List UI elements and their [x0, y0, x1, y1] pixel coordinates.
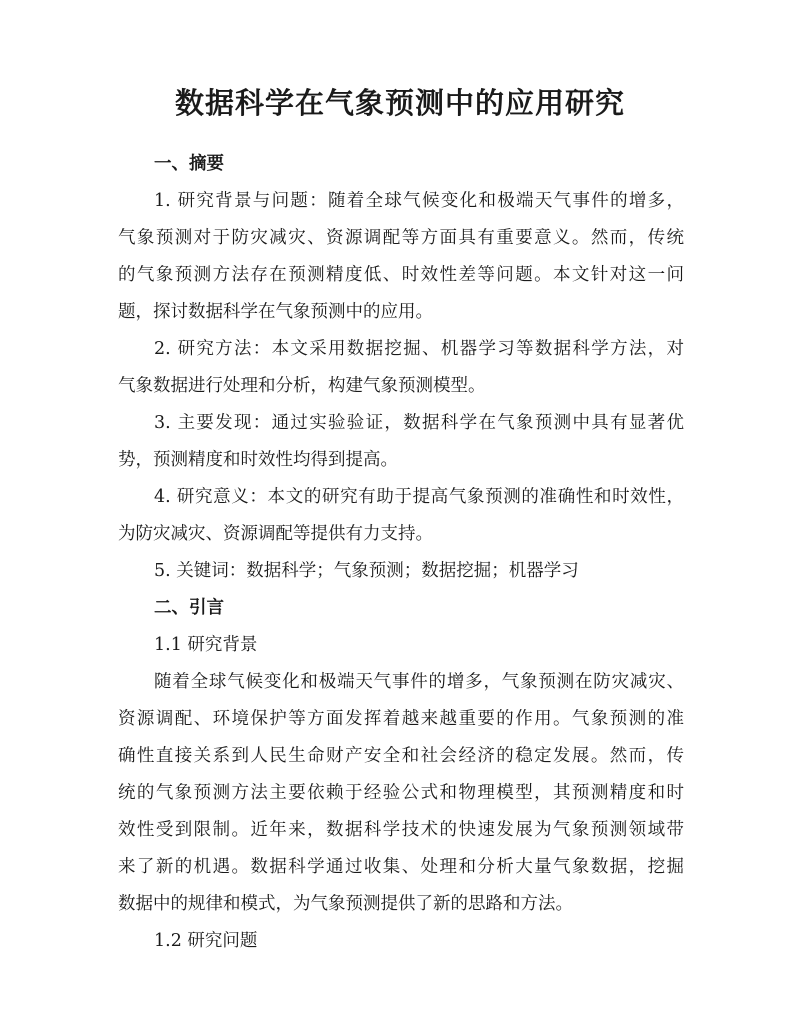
text-line: 确性直接关系到人民生命财产安全和社会经济的稳定发展。然而，传 — [118, 746, 684, 766]
section-heading: 二、引言 — [154, 598, 224, 618]
text-line: 4. 研究意义：本文的研究有助于提高气象预测的准确性和时效性， — [154, 487, 684, 507]
text-line: 资源调配、环境保护等方面发挥着越来越重要的作用。气象预测的准 — [118, 709, 684, 729]
section-heading: 一、摘要 — [154, 154, 224, 174]
document-title: 数据科学在气象预测中的应用研究 — [174, 86, 625, 120]
text-line: 效性受到限制。近年来，数据科学技术的快速发展为气象预测领域带 — [118, 820, 684, 840]
text-line: 题，探讨数据科学在气象预测中的应用。 — [118, 302, 433, 322]
text-line: 来了新的机遇。数据科学通过收集、处理和分析大量气象数据，挖掘 — [118, 857, 684, 877]
text-line: 数据中的规律和模式，为气象预测提供了新的思路和方法。 — [118, 894, 573, 914]
text-line: 1. 研究背景与问题：随着全球气候变化和极端天气事件的增多， — [154, 191, 684, 211]
text-line: 为防灾减灾、资源调配等提供有力支持。 — [118, 524, 433, 544]
text-line: 势，预测精度和时效性均得到提高。 — [118, 450, 398, 470]
text-line: 2. 研究方法：本文采用数据挖掘、机器学习等数据科学方法，对 — [154, 339, 684, 359]
text-line: 的气象预测方法存在预测精度低、时效性差等问题。本文针对这一问 — [118, 265, 684, 285]
text-line: 气象预测对于防灾减灾、资源调配等方面具有重要意义。然而，传统 — [118, 228, 684, 248]
text-line: 1.1 研究背景 — [154, 635, 258, 655]
text-line: 气象数据进行处理和分析，构建气象预测模型。 — [118, 376, 486, 396]
text-line: 统的气象预测方法主要依赖于经验公式和物理模型，其预测精度和时 — [118, 783, 684, 803]
text-line: 随着全球气候变化和极端天气事件的增多，气象预测在防灾减灾、 — [154, 672, 684, 692]
text-line: 5. 关键词：数据科学；气象预测；数据挖掘；机器学习 — [154, 561, 579, 581]
text-line: 3. 主要发现：通过实验验证，数据科学在气象预测中具有显著优 — [154, 413, 684, 433]
text-line: 1.2 研究问题 — [154, 931, 258, 951]
document-body — [118, 146, 684, 960]
